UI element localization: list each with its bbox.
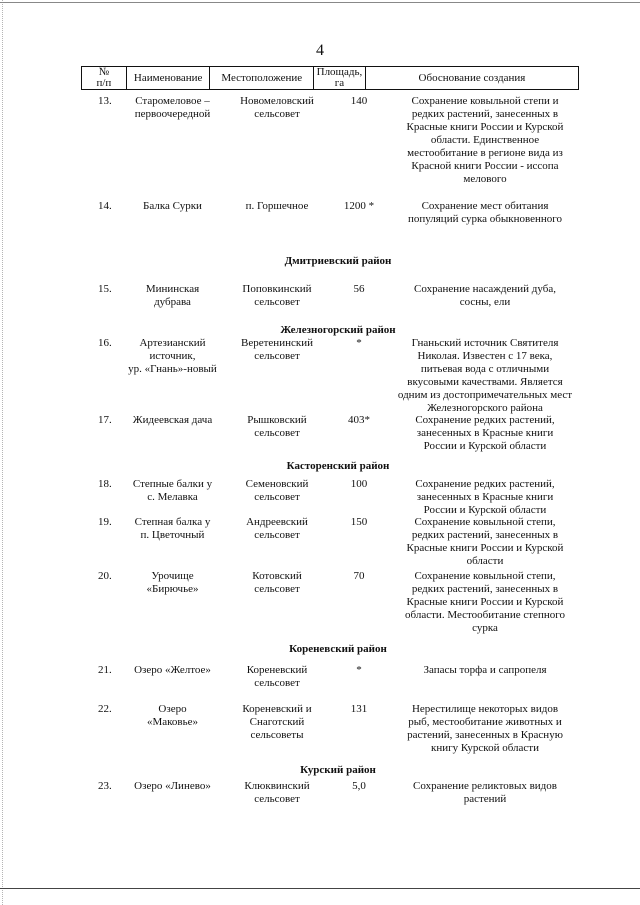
row-number: 15. (98, 283, 112, 295)
object-name: Степная балка у п. Цветочный (134, 516, 211, 541)
justification-text: Сохранение редких растений, занесенных в Красные книги России и Курской области (415, 478, 555, 516)
justification-text: Сохранение ковыльной степи и редких растений, занесенных в Красные книги России и Курской области. Единственное местообитание в регионе вида из Красной книги России - иссопа мелового (406, 95, 564, 185)
area-value: 131 (350, 703, 368, 715)
page-number: 4 (316, 42, 324, 59)
area-value: 150 (350, 516, 368, 528)
area-value: 56 (353, 283, 365, 295)
area-value: * (356, 337, 362, 349)
object-name: Урочище «Бирючье» (146, 570, 199, 595)
header-justification: Обоснование создания (418, 71, 526, 84)
area-value: 100 (350, 478, 368, 490)
row-number: 13. (98, 95, 112, 107)
row-number: 17. (98, 414, 112, 426)
row-number: 19. (98, 516, 112, 528)
justification-text: Сохранение редких растений, занесенных в Красные книги России и Курской области (415, 414, 555, 452)
justification-text: Гнаньский источник Святителя Николая. Известен с 17 века, питьевая вода с отличными вкусовыми качествами. Является одним из достопримечательных мест Железногорского района (397, 337, 573, 414)
object-name: Озеро «Желтое» (134, 664, 211, 676)
location-text: Поповкинский сельсовет (242, 283, 312, 308)
table-header (81, 66, 579, 90)
justification-text: Запасы торфа и сапропеля (423, 664, 547, 676)
header-number: № п/п (82, 67, 127, 89)
scan-border-bottom (0, 888, 640, 889)
justification-text: Сохранение мест обитания популяций сурка обыкновенного (407, 200, 563, 225)
row-number: 22. (98, 703, 112, 715)
object-name: Балка Сурки (143, 200, 202, 212)
justification-text: Нерестилище некоторых видов рыб, местообитание животных и растений, занесенных в Красную книгу Курской области (407, 703, 563, 754)
district-heading-text: Дмитриевский район (284, 255, 392, 267)
header-name: Наименование (127, 67, 211, 89)
object-name: Артезианский источник, ур. «Гнань»-новый (128, 337, 217, 375)
location-text: Андреевский сельсовет (246, 516, 308, 541)
scan-edge-left (2, 0, 3, 905)
area-value: 5,0 (352, 780, 366, 792)
district-heading-text: Касторенский район (286, 460, 390, 472)
object-name: Жидеевская дача (132, 414, 213, 426)
area-value: * (356, 664, 362, 676)
location-text: Клюквинский сельсовет (244, 780, 310, 805)
location-text: п. Горшечное (245, 200, 309, 212)
header-area: Площадь, га (314, 67, 366, 89)
justification-text: Сохранение ковыльной степи, редких растений, занесенных в Красные книги России и Курской области (406, 516, 564, 567)
area-value: 140 (350, 95, 368, 107)
district-heading-text: Кореневский район (289, 643, 387, 655)
location-text: Веретенинский сельсовет (241, 337, 313, 362)
object-name: Степные балки у с. Мелавка (132, 478, 213, 503)
object-name: Озеро «Маковье» (146, 703, 199, 728)
area-value: 403* (348, 414, 370, 426)
district-heading-text: Железногорский район (280, 324, 396, 336)
row-number: 20. (98, 570, 112, 582)
area-value: 70 (353, 570, 365, 582)
location-text: Котовский сельсовет (252, 570, 302, 595)
object-name: Мининская дубрава (145, 283, 200, 308)
district-heading-text: Курский район (300, 764, 376, 776)
justification-text: Сохранение насаждений дуба, сосны, ели (414, 283, 556, 308)
row-number: 14. (98, 200, 112, 212)
location-text: Семеновский сельсовет (245, 478, 309, 503)
object-name: Озеро «Линево» (134, 780, 211, 792)
location-text: Кореневский сельсовет (246, 664, 308, 689)
row-number: 16. (98, 337, 112, 349)
justification-text: Сохранение ковыльной степи, редких растений, занесенных в Красные книги России и Курской области. Местообитание степного сурка (405, 570, 565, 634)
location-text: Рышковский сельсовет (247, 414, 307, 439)
row-number: 18. (98, 478, 112, 490)
row-number: 23. (98, 780, 112, 792)
location-text: Кореневский и Снаготский сельсоветы (242, 703, 312, 741)
scan-border-top (0, 2, 640, 3)
area-value: 1200 * (343, 200, 375, 212)
justification-text: Сохранение реликтовых видов растений (413, 780, 557, 805)
location-text: Новомеловский сельсовет (240, 95, 314, 120)
row-number: 21. (98, 664, 112, 676)
header-location: Местоположение (210, 67, 314, 89)
object-name: Старомеловое – первоочередной (134, 95, 211, 120)
